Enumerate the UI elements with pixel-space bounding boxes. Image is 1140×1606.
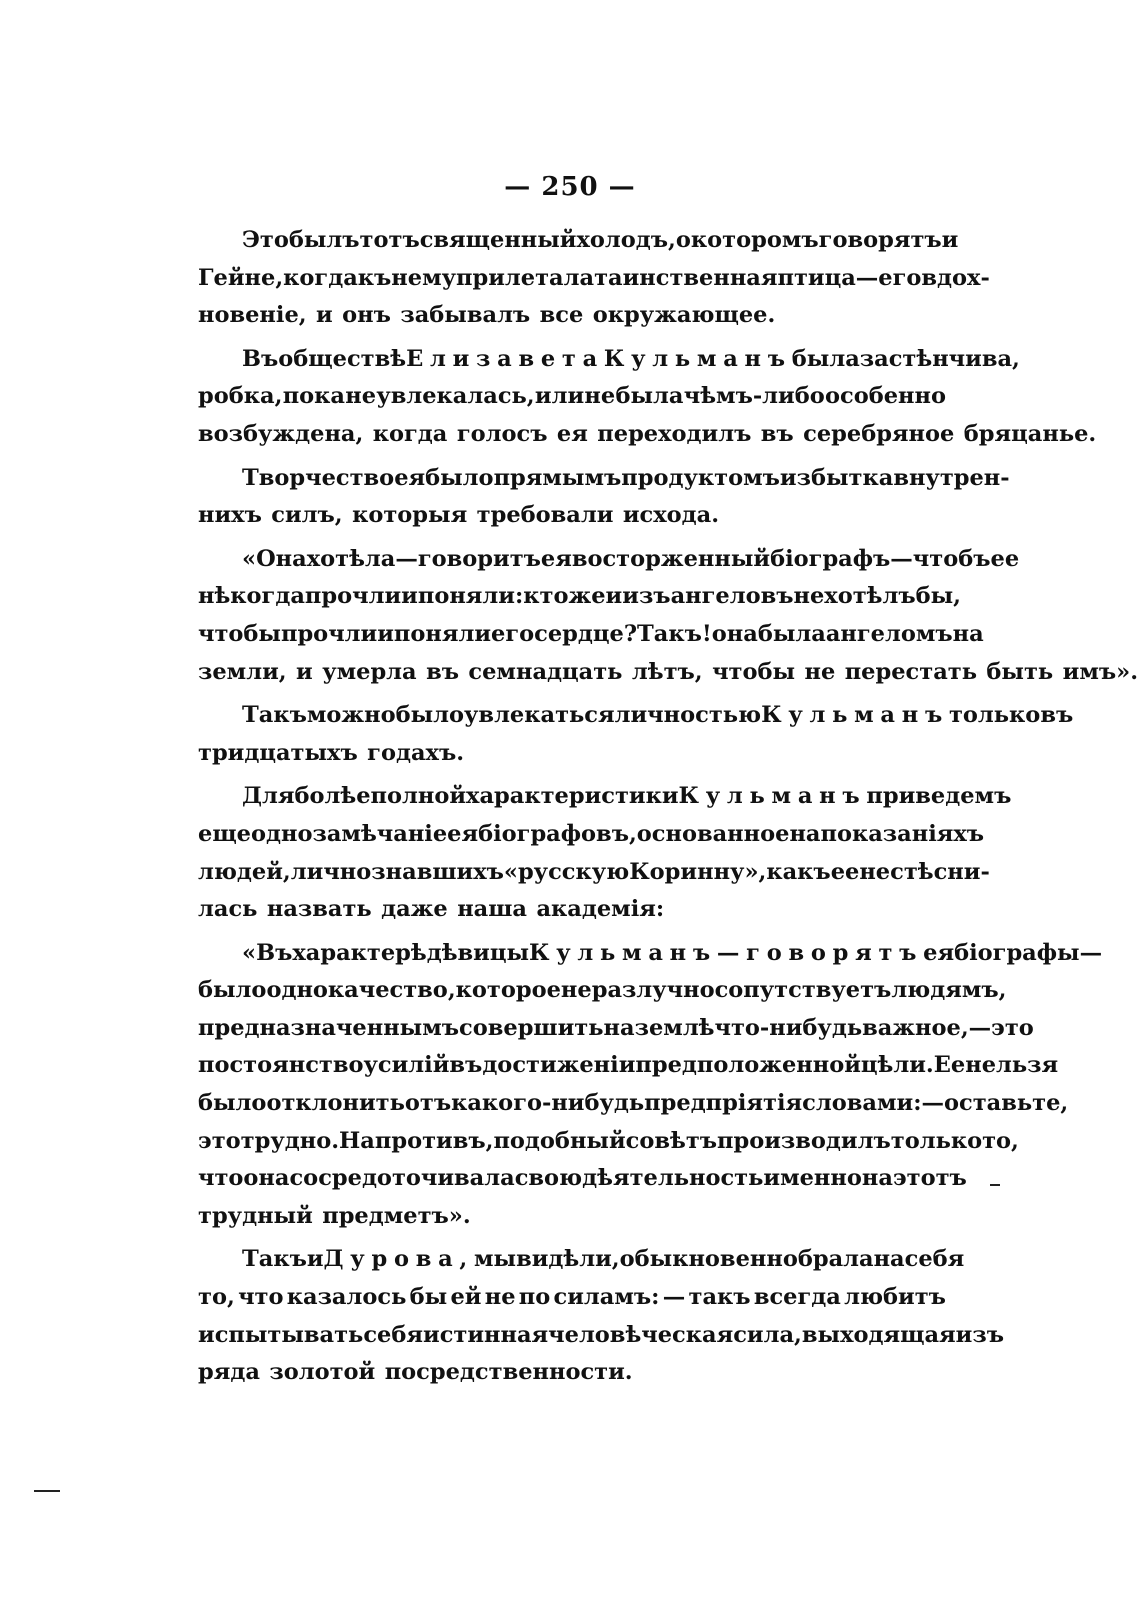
word: чѣмъ-либо (683, 383, 825, 410)
text-line (198, 1279, 946, 1317)
text-line (198, 1317, 1004, 1355)
word: Кульманъ (678, 783, 867, 810)
word: можно (306, 702, 396, 729)
page-number: — 250 — (504, 172, 636, 202)
word: на (789, 820, 821, 847)
word: былъ (288, 227, 360, 253)
word: только (890, 1127, 983, 1154)
word: характеристики (466, 783, 679, 810)
word: усилій (363, 1052, 450, 1079)
word: бы (409, 1284, 448, 1311)
word: человѣческая (548, 1321, 734, 1348)
word: Для (242, 783, 295, 810)
word: стѣсни- (890, 858, 990, 885)
word: трудный (198, 1202, 313, 1229)
text-line (198, 297, 946, 335)
word: академія: (536, 896, 665, 923)
word: даже (381, 896, 448, 923)
word: дѣятельность (582, 1165, 764, 1192)
word: испытывать (198, 1321, 364, 1348)
text-line (198, 1160, 967, 1198)
word: этотъ (892, 1165, 967, 1192)
text-line (198, 222, 959, 260)
word: не (793, 583, 825, 610)
word: его (491, 620, 535, 647)
word: видѣли, (516, 1246, 620, 1273)
word: прилетала (456, 264, 595, 291)
word: холодъ, (576, 227, 676, 253)
word: увлекалась, (376, 383, 535, 410)
text-line (198, 578, 961, 616)
word: Такъ (242, 1246, 307, 1273)
word: біографъ—чтобъ (770, 545, 991, 572)
word: приведемъ (866, 783, 1012, 810)
word: сердце? (534, 620, 638, 647)
text-line (198, 654, 1139, 692)
text-line (198, 1085, 1069, 1123)
word: семнадцать (468, 658, 623, 685)
word: на (952, 620, 984, 647)
word: назвать (266, 896, 372, 923)
text-line (198, 1047, 1059, 1085)
word: себя (363, 1321, 423, 1348)
word: продуктомъ (621, 464, 780, 491)
word: не (484, 1284, 516, 1311)
word: когда (283, 264, 358, 291)
word: то, (198, 1284, 235, 1311)
word: знавшихъ (371, 858, 504, 885)
word: посредственности. (384, 1359, 633, 1386)
word: какого-нибудь (451, 1090, 645, 1117)
text-line (198, 460, 1010, 498)
word: птица—его (777, 264, 922, 291)
word: возбуждена, (198, 420, 364, 447)
word: предметъ». (322, 1202, 471, 1229)
word: Гейне, (198, 264, 284, 291)
text-line (198, 972, 1007, 1010)
text-line (198, 778, 1012, 816)
word: восторженный (571, 545, 771, 572)
word: личностью (614, 702, 762, 729)
word: силамъ: (553, 1284, 660, 1311)
word: предположенной (635, 1052, 861, 1079)
scan-mark-left (34, 1490, 60, 1492)
word: дѣвицы (426, 939, 530, 966)
word: кто (523, 583, 569, 610)
word: же (568, 583, 606, 610)
word: это (198, 1127, 241, 1154)
word: ея (394, 464, 426, 491)
word: ее (990, 545, 1020, 572)
text-line (198, 341, 1020, 379)
word: чтобы (198, 620, 281, 647)
scan-mark-right (990, 1184, 1000, 1186)
word: отклонить (266, 1090, 405, 1117)
word: ряда (198, 1359, 260, 1386)
word: голосъ (456, 420, 548, 447)
word: онъ (342, 302, 391, 329)
body-text (198, 222, 1139, 1392)
word: переходилъ (597, 420, 752, 447)
word: именно (763, 1165, 862, 1192)
word: ея (540, 545, 572, 572)
word: Ее (933, 1052, 966, 1079)
word: всегда (753, 1284, 841, 1311)
word: характерѣ (292, 939, 427, 966)
word: особенно (825, 383, 946, 410)
word: изъ (955, 1321, 1004, 1348)
word: прочли (304, 583, 402, 610)
word: полной (370, 783, 467, 810)
text-line (198, 260, 990, 298)
word: только (948, 702, 1041, 729)
word: Кульманъ (761, 702, 949, 729)
word: и (605, 583, 623, 610)
word: прочли (280, 620, 378, 647)
word: когда (372, 420, 448, 447)
paragraph (198, 222, 990, 335)
word: было (425, 464, 494, 491)
word: замѣчаніе (312, 820, 448, 847)
word: хотѣлъ (824, 583, 916, 610)
word: прямымъ (493, 464, 622, 491)
word: лѣтъ, (631, 658, 703, 685)
word: она (243, 1165, 290, 1192)
word: ей (450, 1284, 482, 1311)
word: біографы— (954, 939, 1103, 966)
word: то, (982, 1127, 1019, 1154)
word: сосредоточивала (289, 1165, 515, 1192)
word: перестать (844, 658, 977, 685)
word: что-нибудь (714, 1014, 863, 1041)
word: и (941, 227, 959, 253)
word: Это (242, 227, 289, 253)
word: не (804, 658, 836, 685)
word: любитъ (844, 1284, 946, 1311)
word: лась (198, 896, 258, 923)
word: ея (923, 939, 955, 966)
word: которомъ (690, 227, 819, 253)
word: къ (357, 264, 392, 291)
paragraph (198, 460, 1010, 535)
word: Такъ (242, 702, 307, 729)
word: какъ (766, 858, 831, 885)
word: болѣе (294, 783, 371, 810)
word: не (345, 383, 377, 410)
word: на (873, 1246, 905, 1273)
word: «Она (242, 545, 307, 572)
word: что (198, 1165, 244, 1192)
word: исхода. (622, 502, 720, 529)
word: застѣнчива, (859, 345, 1020, 372)
word: таинственная (594, 264, 778, 291)
text-line (198, 1010, 1034, 1048)
word: одно (250, 820, 313, 847)
word: была (757, 620, 826, 647)
word: силъ, (271, 502, 343, 529)
word: казалось (286, 1284, 407, 1311)
word: Творчество (242, 464, 395, 491)
word: хотѣла—говоритъ (306, 545, 541, 572)
word: обыкновенно (619, 1246, 798, 1273)
word: которыя (352, 502, 468, 529)
word: по (518, 1284, 551, 1311)
word: бы, (915, 583, 961, 610)
text-line (198, 1123, 1019, 1161)
word: лично (290, 858, 372, 885)
word: еще (198, 820, 251, 847)
word: забывалъ (400, 302, 531, 329)
word: священный (419, 227, 577, 253)
text-line (198, 735, 946, 773)
word: и (401, 583, 418, 610)
word: нельзя (965, 1052, 1059, 1079)
word: въ (426, 658, 459, 685)
word: золотой (269, 1359, 376, 1386)
word: на (861, 1165, 893, 1192)
text-line (198, 1241, 965, 1279)
word: цѣли. (860, 1052, 934, 1079)
word: на (603, 1014, 635, 1041)
paragraph (198, 541, 1139, 691)
word: свою (514, 1165, 583, 1192)
word: землѣ (634, 1014, 715, 1041)
word: ангеловъ (670, 583, 794, 610)
word: мы (474, 1246, 517, 1273)
text-line (198, 935, 1103, 973)
word: біографовъ, (478, 820, 637, 847)
text-line (198, 1198, 946, 1236)
word: Напротивъ, (339, 1127, 494, 1154)
paragraph (198, 935, 1103, 1236)
word: истинная (423, 1321, 549, 1348)
word: не (859, 858, 891, 885)
word: ее (830, 858, 860, 885)
word: одно (266, 977, 328, 1004)
word: внутрен- (893, 464, 1010, 491)
word: себя (904, 1246, 965, 1273)
word: — (662, 1284, 686, 1311)
word: нему (391, 264, 457, 291)
word: не (584, 383, 616, 410)
word: серебряное (803, 420, 955, 447)
word: достиженіи (482, 1052, 636, 1079)
word: новеніе, (198, 302, 307, 329)
text-line (198, 497, 946, 535)
word: требовали (476, 502, 614, 529)
word: изъ (622, 583, 671, 610)
word: обществѣ (278, 345, 407, 372)
word: наша (457, 896, 528, 923)
text-line (198, 416, 1097, 454)
word: увлекаться (464, 702, 615, 729)
word: сопутствуетъ (714, 977, 892, 1004)
word: ангеломъ (825, 620, 953, 647)
word: въ (760, 420, 794, 447)
word: совершить (459, 1014, 604, 1041)
word: и (316, 302, 333, 329)
word: трудно. (240, 1127, 340, 1154)
word: выходящая (801, 1321, 956, 1348)
word: и (296, 658, 313, 685)
word: поняли: (417, 583, 524, 610)
text-line (198, 616, 984, 654)
word: поняли (393, 620, 492, 647)
word: предназначеннымъ (198, 1014, 460, 1041)
word: Въ (242, 345, 279, 372)
text-line (198, 541, 1020, 579)
word: совѣтъ (625, 1127, 718, 1154)
word: подобный (493, 1127, 626, 1154)
word: ея (447, 820, 479, 847)
word: предпріятія (644, 1090, 803, 1117)
word: пока (282, 383, 345, 410)
text-line (198, 854, 990, 892)
word: словами:—оставьте, (802, 1090, 1069, 1117)
word: производилъ (717, 1127, 891, 1154)
word: окружающее. (592, 302, 776, 329)
paragraph (198, 341, 1097, 454)
text-line (198, 378, 946, 416)
word: говорятъ (818, 227, 942, 253)
word: избытка (779, 464, 894, 491)
word: бряцанье. (963, 420, 1097, 447)
word: имъ». (1062, 658, 1139, 685)
word: тотъ (359, 227, 420, 253)
word: она (711, 620, 758, 647)
word: и (306, 1246, 324, 1273)
word: о (675, 227, 691, 253)
word: людей, (198, 858, 291, 885)
paragraph (198, 697, 1074, 772)
text-line (198, 891, 946, 929)
paragraph (198, 1241, 1004, 1391)
word: въ (449, 1052, 483, 1079)
word: брала (797, 1246, 874, 1273)
word: людямъ, (891, 977, 1007, 1004)
text-line (198, 816, 985, 854)
paragraph (198, 778, 1012, 928)
word: вдох- (921, 264, 990, 291)
word: Дурова, (323, 1246, 474, 1273)
word: Елизавета (406, 345, 604, 372)
text-line (198, 1354, 946, 1392)
word: важное,—это (862, 1014, 1034, 1041)
word: «русскую (503, 858, 630, 885)
word: Коринну», (629, 858, 767, 885)
word: ея (556, 420, 588, 447)
word: что (238, 1284, 284, 1311)
word: показаніяхъ (820, 820, 985, 847)
word: чтобы (712, 658, 796, 685)
word: или (534, 383, 585, 410)
word: отъ (404, 1090, 452, 1117)
word: годахъ. (367, 739, 465, 766)
word: нѣкогда (198, 583, 305, 610)
word: качество, (327, 977, 456, 1004)
word: была (791, 345, 860, 372)
word: было (198, 977, 267, 1004)
word: въ (1040, 702, 1074, 729)
word: которое (455, 977, 561, 1004)
word: Такъ! (637, 620, 712, 647)
word: и (377, 620, 394, 647)
word: неразлучно (560, 977, 715, 1004)
word: Кульманъ (603, 345, 792, 372)
word: постоянство (198, 1052, 364, 1079)
word: быть (986, 658, 1054, 685)
word: робка, (198, 383, 283, 410)
word: умерла (322, 658, 417, 685)
word: земли, (198, 658, 287, 685)
text-line (198, 697, 1074, 735)
word: «Въ (242, 939, 293, 966)
word: Кульманъ—говорятъ (529, 939, 924, 966)
word: нихъ (198, 502, 262, 529)
word: сила, (733, 1321, 802, 1348)
word: тридцатыхъ (198, 739, 358, 766)
word: было (395, 702, 465, 729)
word: была (615, 383, 684, 410)
word: было (198, 1090, 267, 1117)
word: все (539, 302, 584, 329)
word: такъ (688, 1284, 751, 1311)
word: основанное (636, 820, 790, 847)
